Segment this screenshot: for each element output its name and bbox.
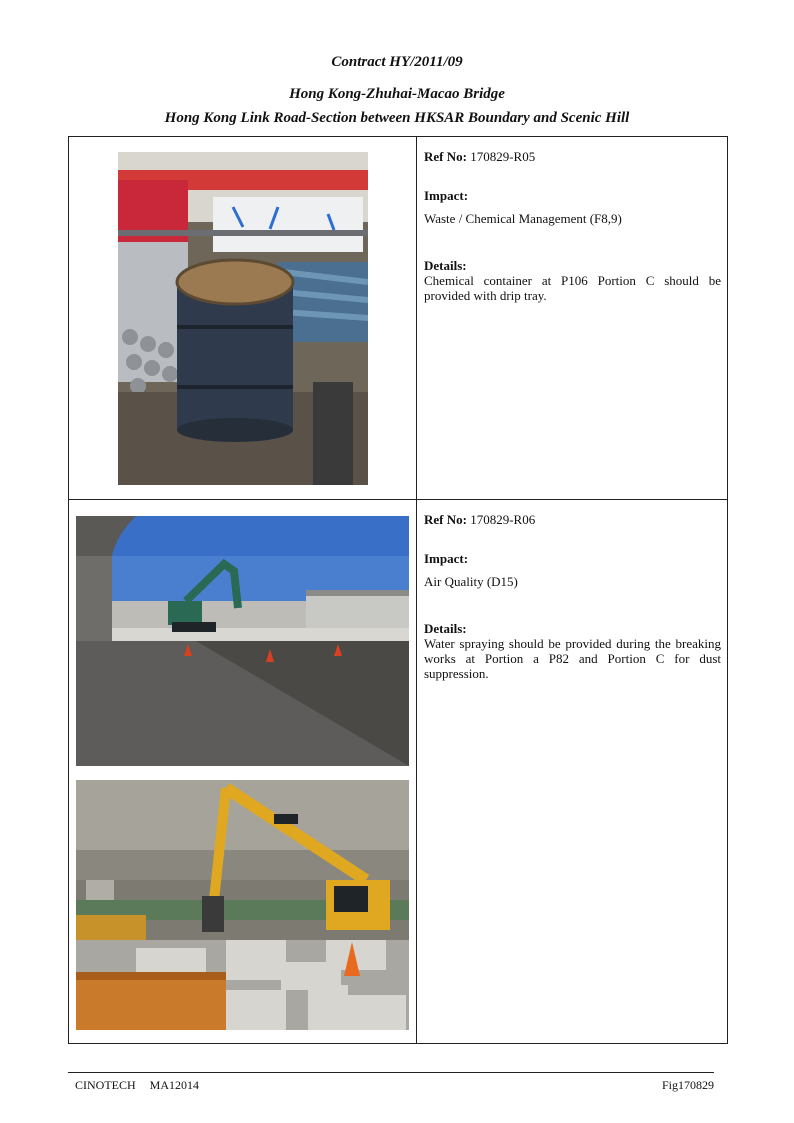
impact-value: Waste / Chemical Management (F8,9) [424,211,622,226]
company-name: CINOTECH [75,1078,136,1092]
ref-number: 170829-R05 [470,149,536,164]
record-text-cell [424,149,721,303]
record-text-cell [424,512,721,681]
details-text: Chemical container at P106 Portion C should be provided with drip tray. [424,273,721,303]
ref-label: Ref No: [424,512,467,527]
observation-row [69,137,727,500]
observation-table [68,136,728,1044]
impact-label: Impact: [424,551,469,566]
column-divider [416,137,417,499]
ref-label: Ref No: [424,149,467,164]
details-text: Water spraying should be provided during the breaking works at Portion a P82 and Portion C for dust suppression. [424,636,721,681]
observation-row [69,500,727,1043]
rusty-drum-photo [118,152,368,485]
excavator-open-site-photo [76,516,409,766]
footer-left [75,1078,199,1092]
section-title: Hong Kong Link Road-Section between HKSAR Boundary and Scenic Hill [164,110,630,126]
impact-value: Air Quality (D15) [424,574,518,589]
contract-title: Contract HY/2011/09 [331,54,463,70]
footer-rule [68,1072,714,1073]
project-title: Hong Kong-Zhuhai-Macao Bridge [289,86,505,102]
document-code: MA12014 [149,1078,200,1092]
details-label: Details: [424,258,467,273]
excavator-under-bridge-photo [76,780,409,1030]
ref-number: 170829-R06 [470,512,536,527]
figure-reference: Fig170829 [661,1078,714,1092]
impact-label: Impact: [424,188,469,203]
details-label: Details: [424,621,467,636]
column-divider [416,500,417,1043]
